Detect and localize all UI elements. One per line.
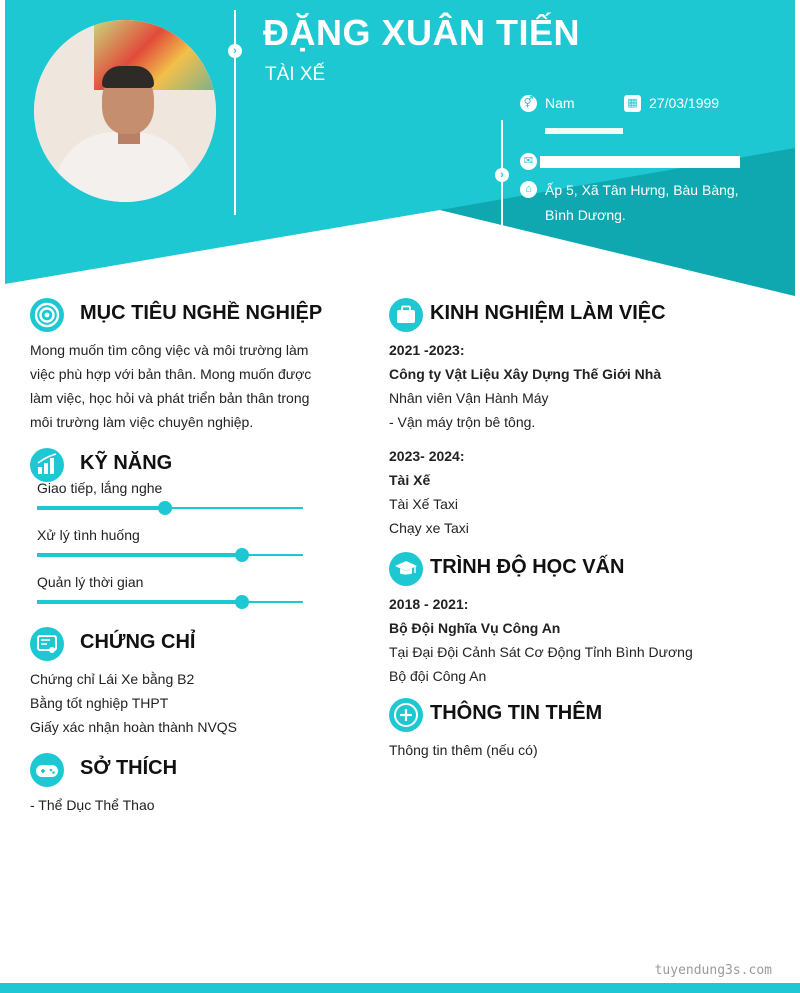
certificates-header [30, 627, 315, 663]
experience-header [389, 298, 779, 334]
bar-chart-icon [30, 448, 64, 482]
left-column [30, 298, 323, 817]
skill-knob [158, 501, 172, 515]
address-value: Ấp 5, Xã Tân Hưng, Bàu Bàng, Bình Dương. [545, 182, 739, 223]
job-description: - Vận máy trộn bê tông. [389, 414, 536, 430]
job-position: Tài Xế Taxi [389, 496, 458, 512]
hobbies-header [30, 753, 315, 789]
skill-knob [235, 595, 249, 609]
briefcase-icon [389, 298, 423, 332]
education-entry [389, 592, 779, 688]
hobbies-title: SỞ THÍCH [80, 757, 178, 779]
certificate-item: Giấy xác nhận hoàn thành NVQS [30, 719, 238, 735]
right-column [389, 298, 779, 762]
hobby-item: - Thể Dục Thể Thao [30, 797, 155, 813]
skill-label: Xử lý tình huống [37, 527, 140, 543]
gender-icon: ⚥ [520, 95, 537, 112]
education-period: 2018 - 2021: [389, 596, 469, 612]
education-detail: Tại Đại Đội Cảnh Sát Cơ Động Tỉnh Bình Dương [389, 644, 693, 660]
watermark: tuyendung3s.com [654, 963, 772, 978]
graduation-cap-icon [389, 552, 423, 586]
plus-circle-icon [389, 698, 423, 732]
extra-info-header [389, 698, 779, 734]
experience-job [389, 338, 779, 434]
certificate-item: Chứng chỉ Lái Xe bằng B2 [30, 671, 195, 687]
certificates-title: CHỨNG CHỈ [80, 631, 196, 653]
skill-item [30, 527, 315, 574]
profile-photo [34, 20, 216, 202]
extra-info-text: Thông tin thêm (nếu có) [389, 742, 538, 758]
skill-knob [235, 548, 249, 562]
skill-fill [37, 553, 242, 557]
dob-value: 27/03/1999 [649, 95, 720, 111]
calendar-icon: ▦ [624, 95, 641, 112]
footer-bar [0, 983, 800, 993]
gender-value: Nam [545, 95, 575, 111]
chevron-right-icon: › [495, 168, 509, 182]
education-title: TRÌNH ĐỘ HỌC VẤN [430, 556, 625, 578]
education-detail: Bộ đội Công An [389, 668, 487, 684]
objective-header [30, 298, 323, 334]
skill-fill [37, 506, 165, 510]
certificates-list [30, 667, 315, 739]
skill-label: Giao tiếp, lắng nghe [37, 480, 163, 496]
timeline-line [234, 10, 236, 215]
certificate-icon [30, 627, 64, 661]
chevron-right-icon: › [228, 44, 242, 58]
certificate-item: Bằng tốt nghiệp THPT [30, 695, 169, 711]
header [0, 0, 800, 300]
skills-list [30, 480, 315, 621]
job-position: Nhân viên Vận Hành Máy [389, 390, 549, 406]
skill-item [30, 574, 315, 621]
objective-text: Mong muốn tìm công việc và môi trường làm việc phù hợp với bản thân. Mong muốn được làm việc, học hỏi và phát triển bản thân trong môi trường làm việc chuyên nghiệp. [30, 342, 312, 430]
education-school: Bộ Đội Nghĩa Vụ Công An [389, 620, 561, 636]
job-period: 2021 -2023: [389, 342, 465, 358]
education-header [389, 552, 779, 588]
job-description: Chạy xe Taxi [389, 520, 469, 536]
candidate-role: TÀI XẾ [265, 64, 326, 85]
skill-item [30, 480, 315, 527]
hobbies-list [30, 793, 315, 817]
email-icon: ✉ [520, 153, 537, 170]
extra-info-title: THÔNG TIN THÊM [430, 702, 603, 724]
job-period: 2023- 2024: [389, 448, 465, 464]
skills-title: KỸ NĂNG [80, 452, 173, 474]
redacted-email [540, 156, 740, 168]
skill-fill [37, 600, 242, 604]
home-icon: ⌂ [520, 181, 537, 198]
redacted-phone [545, 128, 623, 134]
experience-job [389, 444, 779, 540]
job-company: Công ty Vật Liệu Xây Dựng Thế Giới Nhà [389, 366, 662, 382]
candidate-name: ĐẶNG XUÂN TIẾN [263, 12, 581, 53]
experience-title: KINH NGHIỆM LÀM VIỆC [430, 302, 666, 324]
skill-label: Quản lý thời gian [37, 574, 144, 590]
target-icon [30, 298, 64, 332]
job-company: Tài Xế [389, 472, 431, 488]
skills-header [30, 448, 315, 484]
gamepad-icon [30, 753, 64, 787]
objective-title: MỤC TIÊU NGHỀ NGHIỆP [80, 302, 323, 324]
